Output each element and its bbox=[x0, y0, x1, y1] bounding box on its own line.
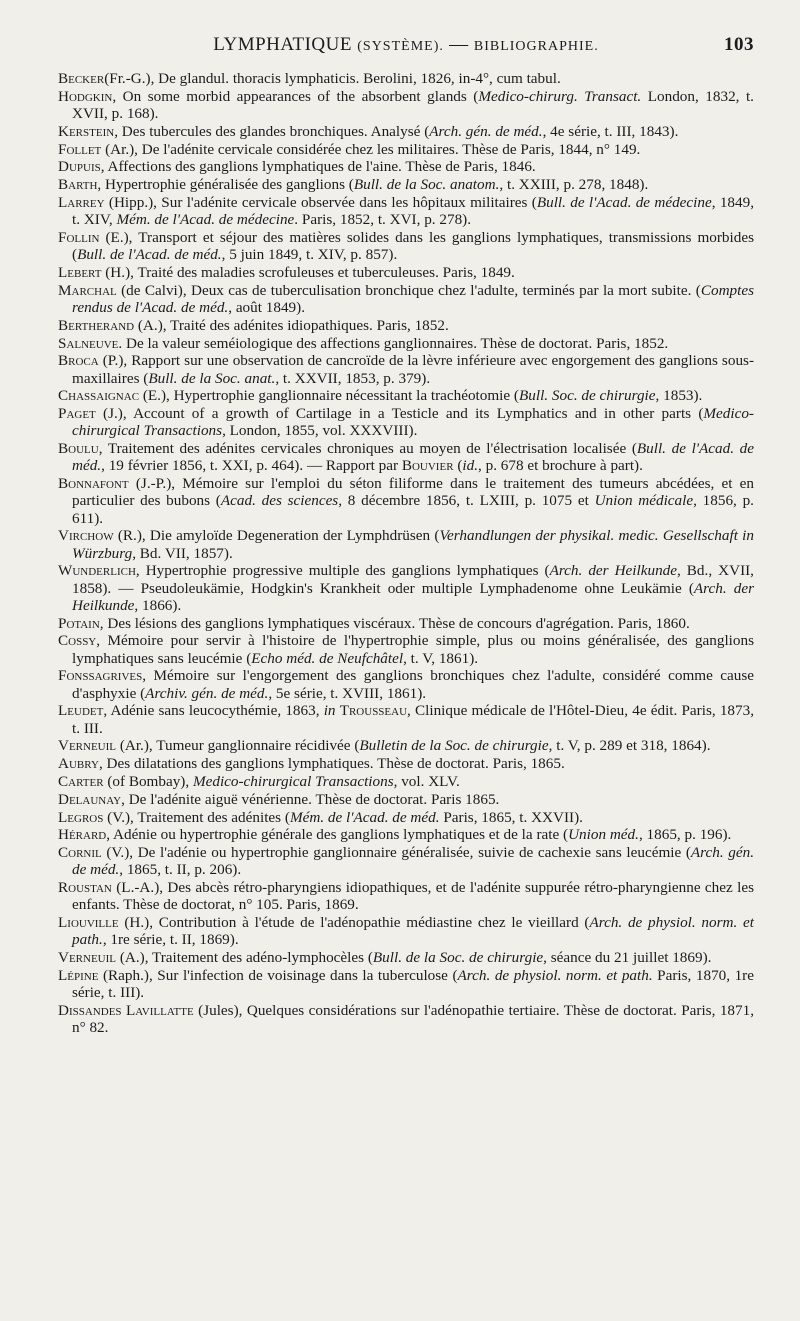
entry-text: , 1853). bbox=[655, 387, 703, 405]
entry-text: (P.), Rapport sur une observation de cancroïde de la lèvre inférieure avec engorgement des ganglions sous-maxillaires ( bbox=[72, 352, 754, 387]
bibliography-entry bbox=[58, 317, 754, 334]
entry-text: , 1849, t. XIV, bbox=[72, 193, 754, 229]
bibliography-entry bbox=[58, 809, 754, 826]
entry-italic-text: Union méd. bbox=[568, 826, 639, 844]
entry-text: , 1865, p. 196). bbox=[638, 826, 732, 844]
entry-text: . Paris, 1852, t. XVI, p. 278). bbox=[294, 211, 472, 229]
entry-author: Verneuil bbox=[58, 949, 117, 967]
running-title bbox=[213, 34, 598, 56]
entry-italic-text: Bull. de l'Acad. de médecine bbox=[536, 193, 712, 211]
entry-italic-text: Bull. de la Soc. anat. bbox=[148, 369, 276, 387]
entry-author: Boulu bbox=[58, 440, 99, 458]
bibliography-entry bbox=[58, 335, 754, 352]
entry-text: (of Bombay), bbox=[103, 772, 193, 790]
entry-author: Becker bbox=[58, 70, 105, 87]
entry-author: Dissandes Lavillatte bbox=[58, 1001, 194, 1019]
entry-text: (Fr.-G.), De glandul. thoracis lymphaticis. Berolini, 1826, in-4°, cum tabul. bbox=[104, 70, 561, 87]
entry-text: (Raph.), Sur l'infection de voisinage dans la tuberculose ( bbox=[98, 966, 458, 984]
entry-italic-text: Echo méd. de Neufchâtel bbox=[251, 649, 404, 667]
entry-text: , vol. XLV. bbox=[393, 772, 460, 790]
entry-text: , séance du 21 juillet 1869). bbox=[543, 949, 712, 967]
bibliography-entry bbox=[58, 702, 754, 736]
bibliography-entry bbox=[58, 282, 754, 316]
entry-author: Cornil bbox=[58, 844, 102, 862]
title-separator: — bbox=[443, 34, 474, 55]
entry-text: , Des lésions des ganglions lymphatiques viscéraux. Thèse de concours d'agrégation. Paris, 1860. bbox=[99, 614, 690, 632]
bibliography-entry bbox=[58, 755, 754, 772]
entry-text: , t. V, 1861). bbox=[403, 649, 479, 667]
entry-text: , 1865, t. II, p. 206). bbox=[119, 861, 242, 879]
bibliography-entry bbox=[58, 387, 754, 404]
entry-text: Paris, 1870, 1re série, t. III). bbox=[72, 966, 754, 1002]
bibliography-entry bbox=[58, 440, 754, 474]
entry-text: (E.), Transport et séjour des matières solides dans les ganglions lymphatiques, transmissions morbides ( bbox=[72, 228, 754, 264]
entry-italic-text: Union médicale bbox=[594, 492, 694, 510]
entry-text: (V.), De l'adénie ou hypertrophie ganglionnaire généralisée, suivie de cachexie sans leucémie ( bbox=[101, 844, 691, 862]
entry-author: Delaunay bbox=[58, 790, 122, 808]
entry-text: , Mémoire pour servir à l'histoire de l'hypertrophie simple, plus ou moins généralisée, des ganglions lymphatiques sans leucémie ( bbox=[72, 632, 754, 667]
entry-author: Legros bbox=[58, 808, 104, 826]
entry-italic-text: Arch. der Heilkunde bbox=[72, 579, 754, 614]
entry-text: , t. V, p. 289 et 318, 1864). bbox=[548, 737, 711, 755]
entry-text: , 4e série, t. III, 1843). bbox=[542, 122, 679, 140]
page-number: 103 bbox=[724, 34, 754, 55]
entry-italic-text: Arch. gén. de méd. bbox=[72, 844, 754, 879]
entry-author: Lépine bbox=[58, 966, 99, 984]
entry-author: Kerstein bbox=[58, 122, 115, 140]
bibliography-entry bbox=[58, 949, 754, 966]
entry-text: (J.-P.), Mémoire sur l'emploi du séton filiforme dans le traitement des tumeurs abcédées, et en particulier des bubons ( bbox=[72, 475, 754, 510]
entry-text: (de Calvi), Deux cas de tuberculisation bronchique chez l'adulte, terminés par la mort subite. ( bbox=[116, 281, 701, 299]
bibliography-entry bbox=[58, 879, 754, 913]
entry-text: (R.), Die amyloïde Degeneration der Lymphdrüsen ( bbox=[113, 527, 440, 545]
entry-italic-text: Arch. de physiol. norm. et path. bbox=[72, 914, 754, 949]
entry-text: , 5e série, t. XVIII, 1861). bbox=[268, 684, 427, 702]
entry-author: Carter bbox=[58, 772, 104, 790]
entry-author: Barth bbox=[58, 176, 98, 194]
entry-text: (A.), Traité des adénites idiopathiques. Paris, 1852. bbox=[134, 316, 449, 334]
entry-italic-text: Archiv. gén. de méd. bbox=[145, 684, 269, 702]
bibliography-entry bbox=[58, 176, 754, 193]
bibliography-entry bbox=[58, 667, 754, 701]
entry-italic-text: Medico-chirurg. Transact. bbox=[478, 87, 642, 105]
bibliography-entry bbox=[58, 141, 754, 158]
bibliography-entry bbox=[58, 229, 754, 263]
bibliography-entry bbox=[58, 194, 754, 228]
entry-italic-text: Mém. de l'Acad. de médecine bbox=[116, 211, 295, 229]
entry-text: , Affections des ganglions lymphatiques de l'aine. Thèse de Paris, 1846. bbox=[100, 158, 536, 176]
bibliography-entry bbox=[58, 967, 754, 1001]
bibliography-entry bbox=[58, 826, 754, 843]
entry-italic-text: Comptes rendus de l'Acad. de méd. bbox=[72, 281, 754, 316]
title-system: (SYSTÈME). bbox=[357, 39, 444, 54]
entry-text: Paris, 1865, t. XXVII). bbox=[439, 808, 583, 826]
entry-italic-text: Medico-chirurgical Transactions bbox=[192, 772, 394, 790]
entry-text: (A.), Traitement des adéno-lymphocèles ( bbox=[116, 949, 373, 967]
entry-author: Follet bbox=[58, 140, 102, 158]
entry-text: , Bd. VII, 1857). bbox=[132, 544, 233, 562]
entry-italic-text: Verhandlungen der physikal. medic. Gesellschaft in Würzburg bbox=[72, 527, 754, 562]
bibliography-entry bbox=[58, 773, 754, 790]
entry-text: , 1866). bbox=[134, 596, 182, 614]
entry-author: Bonnafont bbox=[58, 475, 129, 493]
bibliography-entry bbox=[58, 632, 754, 666]
bibliography-entry bbox=[58, 914, 754, 948]
entry-text: , 1856, p. 611). bbox=[72, 492, 754, 527]
entry-text: , De l'adénite aiguë vénérienne. Thèse de doctorat. Paris 1865. bbox=[121, 790, 500, 808]
entry-cited-name: Trousseau bbox=[339, 702, 408, 720]
bibliography-entry bbox=[58, 527, 754, 561]
entry-text: (H.), Contribution à l'étude de l'adénopathie médiastine chez le vieillard ( bbox=[118, 914, 590, 932]
entry-italic-text: Arch. de physiol. norm. et path. bbox=[457, 966, 653, 984]
entry-italic-text: Arch. der Heilkunde bbox=[549, 562, 677, 580]
entry-author: Liouville bbox=[58, 914, 119, 932]
entry-text: (J.), Account of a growth of Cartilage in a Testicle and its Lymphatics and in other parts ( bbox=[95, 405, 704, 423]
entry-italic-text: Bull. de la Soc. anatom. bbox=[353, 176, 500, 194]
entry-text: , Des dilatations des ganglions lymphatiques. Thèse de doctorat. Paris, 1865. bbox=[98, 755, 565, 773]
running-header bbox=[58, 34, 754, 64]
entry-author: Marchal bbox=[58, 281, 117, 299]
entry-author: Broca bbox=[58, 352, 99, 370]
entry-author: Leudet bbox=[58, 702, 104, 720]
bibliography-entry bbox=[58, 615, 754, 632]
entry-text: . De la valeur seméiologique des affections ganglionnaires. Thèse de doctorat. Paris, 1852. bbox=[118, 334, 669, 352]
entry-italic-text: in bbox=[323, 702, 336, 720]
entry-author: Follin bbox=[58, 228, 100, 246]
entry-text: (Jules), Quelques considérations sur l'adénopathie tertiaire. Thèse de doctorat. Paris, 1871, n° 82. bbox=[72, 1001, 754, 1037]
entry-author: Fonssagrives bbox=[58, 667, 143, 685]
entry-text: , 8 décembre 1856, t. LXIII, p. 1075 et bbox=[338, 492, 595, 510]
entry-cited-name: Bouvier bbox=[401, 457, 454, 475]
entry-text: (L.-A.), Des abcès rétro-pharyngiens idiopathiques, et de l'adénite suppurée rétro-pharyngienne chez les enfants. Thèse de doctorat, n° 105. Paris, 1869. bbox=[72, 879, 754, 914]
entry-author: Hérard bbox=[58, 826, 107, 844]
entry-author: Verneuil bbox=[58, 737, 117, 755]
bibliography-entry bbox=[58, 352, 754, 386]
entry-text: , Hypertrophie généralisée des ganglions ( bbox=[97, 176, 354, 194]
entry-author: Aubry bbox=[58, 755, 99, 773]
entry-author: Wunderlich bbox=[58, 562, 136, 580]
bibliography-entry bbox=[58, 475, 754, 527]
entry-author: Potain bbox=[58, 614, 100, 632]
entry-text: , Adénie sans leucocythémie, 1863, bbox=[103, 702, 324, 720]
entry-author: Hodgkin bbox=[58, 87, 113, 105]
entry-italic-text: Mém. de l'Acad. de méd. bbox=[289, 808, 440, 826]
entry-text: , t. XXVII, 1853, p. 379). bbox=[275, 369, 431, 387]
title-section: BIBLIOGRAPHIE. bbox=[473, 39, 599, 54]
bibliography-entry bbox=[58, 1002, 754, 1036]
entry-author: Paget bbox=[58, 405, 96, 423]
entry-author: Dupuis bbox=[58, 158, 101, 176]
bibliography-entry bbox=[58, 264, 754, 281]
entry-italic-text: Bulletin de la Soc. de chirurgie bbox=[359, 737, 549, 755]
entry-italic-text: Bull. de l'Acad. de méd. bbox=[72, 440, 754, 475]
entry-italic-text: Medico-chirurgical Transactions bbox=[72, 405, 754, 440]
entry-text: , 5 juin 1849, t. XIV, p. 857). bbox=[221, 246, 398, 264]
entry-text: , Hypertrophie progressive multiple des ganglions lymphatiques ( bbox=[135, 562, 550, 580]
entry-italic-text: id. bbox=[462, 457, 479, 475]
bibliography-entry bbox=[58, 562, 754, 614]
entry-text: , 1re série, t. II, 1869). bbox=[102, 931, 239, 949]
entry-author: Cossy bbox=[58, 632, 97, 650]
entry-author: Roustan bbox=[58, 879, 112, 897]
bibliography-entry bbox=[58, 844, 754, 878]
bibliography-entry bbox=[58, 158, 754, 175]
entry-author: Bertherand bbox=[58, 316, 135, 334]
entry-italic-text: Acad. des sciences bbox=[220, 492, 339, 510]
entry-text: ( bbox=[453, 457, 463, 475]
entry-italic-text: Bull. de la Soc. de chirurgie bbox=[372, 949, 544, 967]
entry-text: , p. 678 et brochure à part). bbox=[478, 457, 643, 475]
entry-text: , 19 février 1856, t. XXI, p. 464). — Rapport par bbox=[101, 457, 402, 475]
entry-text: , Mémoire sur l'engorgement des ganglions bronchiques chez l'adulte, considéré comme cause d'asphyxie ( bbox=[72, 667, 754, 702]
entry-italic-text: Bull. de l'Acad. de méd. bbox=[77, 246, 222, 264]
title-main: LYMPHATIQUE bbox=[213, 34, 352, 55]
bibliography-entry bbox=[58, 405, 754, 439]
entry-author: Larrey bbox=[58, 193, 105, 211]
entry-text: (Ar.), Tumeur ganglionnaire récidivée ( bbox=[116, 737, 360, 755]
bibliography-entry bbox=[58, 70, 754, 87]
entry-text: , Traitement des adénites cervicales chroniques au moyen de l'électrisation localisée ( bbox=[98, 440, 637, 458]
bibliography-entry bbox=[58, 791, 754, 808]
entry-author: Salneuve bbox=[58, 334, 119, 352]
entry-text: (V.), Traitement des adénites ( bbox=[103, 808, 290, 826]
entry-author: Chassaignac bbox=[58, 387, 140, 405]
entry-text: London, 1832, t. XVII, p. 168). bbox=[72, 87, 754, 122]
entry-author: Lebert bbox=[58, 263, 102, 281]
entry-text: , Bd., XVII, 1858). — Pseudoleukämie, Hodgkin's Krankheit oder multiple Lymphadenome ohne Leukämie ( bbox=[72, 562, 754, 597]
entry-text: , t. XXIII, p. 278, 1848). bbox=[499, 176, 649, 194]
entry-text: (Ar.), De l'adénite cervicale considérée chez les militaires. Thèse de Paris, 1844, n° 149. bbox=[101, 140, 641, 158]
entry-text: (E.), Hypertrophie ganglionnaire nécessitant la trachéotomie ( bbox=[139, 387, 519, 405]
bibliography-entry bbox=[58, 737, 754, 754]
entry-text: , Clinique médicale de l'Hôtel-Dieu, 4e édit. Paris, 1873, t. III. bbox=[72, 702, 754, 737]
entry-text: (H.), Traité des maladies scrofuleuses et tuberculeuses. Paris, 1849. bbox=[101, 263, 515, 281]
entry-author: Virchow bbox=[58, 527, 114, 545]
bibliography-entry bbox=[58, 88, 754, 122]
bibliography-entry bbox=[58, 123, 754, 140]
entry-text: (Hipp.), Sur l'adénite cervicale observée dans les hôpitaux militaires ( bbox=[104, 193, 537, 211]
entry-italic-text: Bull. Soc. de chirurgie bbox=[519, 387, 656, 405]
entry-text: , août 1849). bbox=[228, 298, 305, 316]
entry-italic-text: Arch. gén. de méd. bbox=[429, 122, 543, 140]
entry-text: , On some morbid appearances of the absorbent glands ( bbox=[112, 87, 479, 105]
entry-text: , London, 1855, vol. XXXVIII). bbox=[222, 422, 418, 440]
bibliography-list bbox=[58, 70, 754, 1036]
entry-text: , Des tubercules des glandes bronchiques. Analysé ( bbox=[114, 122, 430, 140]
entry-text: , Adénie ou hypertrophie générale des ganglions lymphatiques et de la rate ( bbox=[106, 826, 569, 844]
